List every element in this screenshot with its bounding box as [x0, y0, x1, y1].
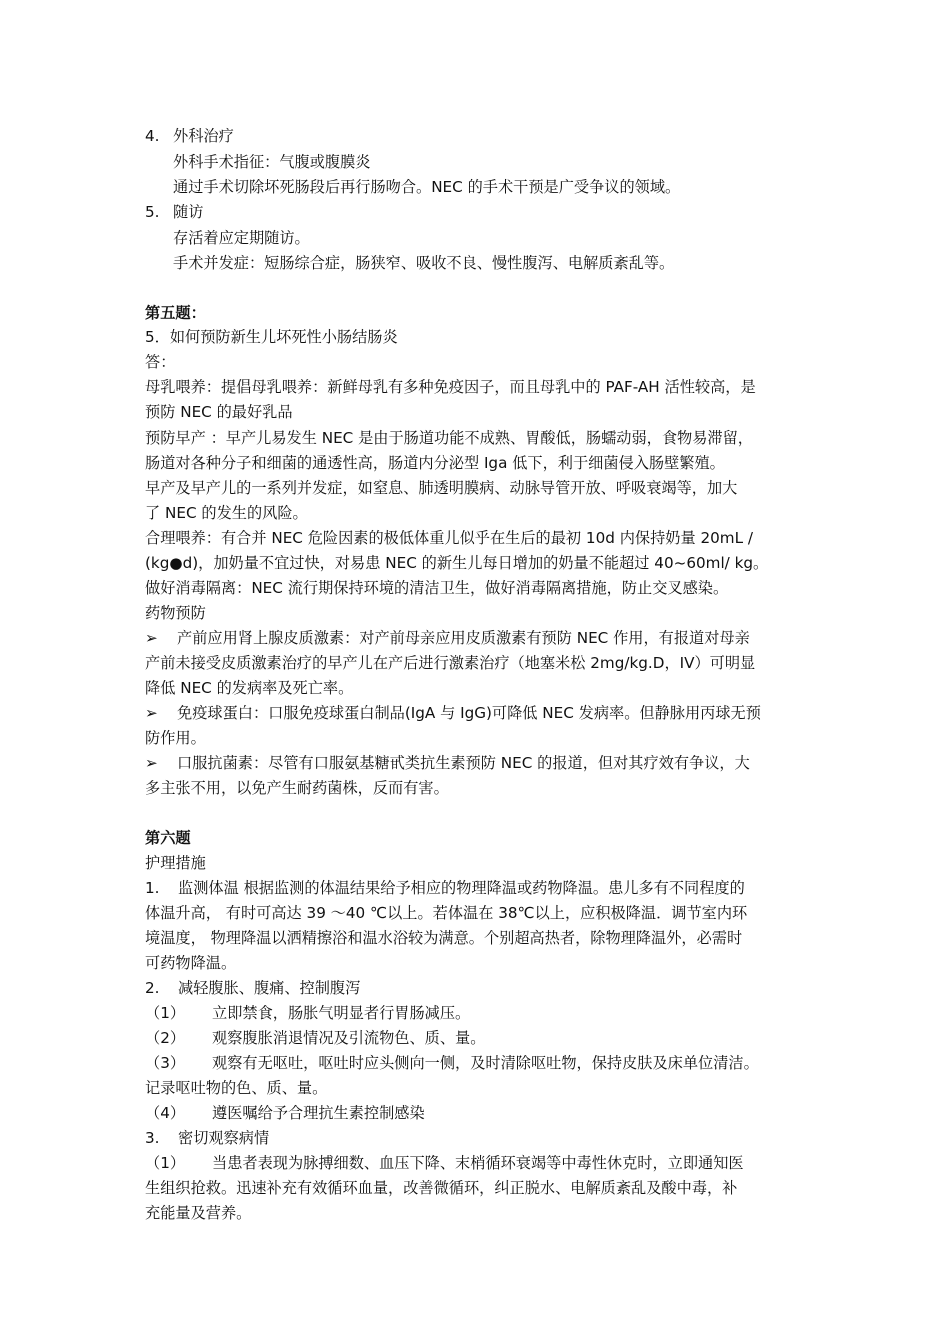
question-text: 5．如何预防新生儿坏死性小肠结肠炎: [145, 328, 398, 346]
section-title: 随访: [173, 203, 204, 221]
paragraph-line: 降低 NEC 的发病率及死亡率。: [145, 679, 354, 697]
paragraph-line: 充能量及营养。: [145, 1204, 252, 1222]
item-title: 密切观察病情: [178, 1129, 270, 1147]
paragraph-line: 手术并发症：短肠综合症，肠狭窄、吸收不良、慢性腹泻、电解质紊乱等。: [173, 254, 675, 272]
paragraph-line: 了 NEC 的发生的风险。: [145, 504, 308, 522]
question-5-heading: 第五题：: [145, 304, 206, 322]
sub-number: （4）: [145, 1104, 186, 1122]
paragraph-line: 外科手术指征：气腹或腹膜炎: [173, 153, 371, 171]
paragraph-line: 药物预防: [145, 604, 206, 622]
paragraph-line: 做好消毒隔离：NEC 流行期保持环境的清洁卫生，做好消毒隔离措施，防止交叉感染。: [145, 579, 729, 597]
sub-text: 观察有无呕吐，呕吐时应头侧向一侧，及时清除呕吐物，保持皮肤及床单位清洁。: [212, 1054, 759, 1072]
section-title: 外科治疗: [173, 127, 234, 145]
paragraph-line: 可药物降温。: [145, 954, 237, 972]
paragraph-line: 存活着应定期随访。: [173, 229, 310, 247]
paragraph-line: 合理喂养：有合并 NEC 危险因素的极低体重儿似乎在生后的最初 10d 内保持奶量 20mL /: [145, 529, 754, 547]
paragraph-line: 产前未接受皮质激素治疗的早产儿在产后进行激素治疗（地塞米松 2mg/kg.D，IV）可明显: [145, 654, 756, 672]
bullet-arrow-icon: ➢: [145, 629, 158, 647]
item-text: 监测体温 根据监测的体温结果给予相应的物理降温或药物降温。患儿多有不同程度的: [178, 879, 745, 897]
paragraph-line: 境温度， 物理降温以洒精擦浴和温水浴较为满意。个别超高热者，除物理降温外，必需时: [145, 929, 743, 947]
paragraph-line: 预防 NEC 的最好乳品: [145, 403, 293, 421]
item-title: 减轻腹胀、腹痛、控制腹泻: [178, 979, 361, 997]
bullet-arrow-icon: ➢: [145, 704, 158, 722]
paragraph-line: 预防早产 ：早产儿易发生 NEC 是由于肠道功能不成熟、胃酸低，肠蠕动弱，食物易滞留，: [145, 429, 753, 447]
paragraph-line: 记录呕吐物的色、质、量。: [145, 1079, 328, 1097]
paragraph-line: 体温升高， 有时可高达 39 ～40 ℃以上。若体温在 38℃以上，应积极降温．调节室内环: [145, 904, 748, 922]
paragraph-line: 多主张不用，以免产生耐药菌株，反而有害。: [145, 779, 449, 797]
list-number: 4.: [145, 127, 160, 145]
sub-number: （1）: [145, 1154, 186, 1172]
answer-label: 答：: [145, 353, 176, 371]
bullet-text: 免疫球蛋白：口服免疫球蛋白制品(IgA 与 IgG)可降低 NEC 发病率。但静脉用丙球无预: [177, 704, 761, 722]
bullet-arrow-icon: ➢: [145, 754, 158, 772]
question-6-heading: 第六题: [145, 829, 191, 847]
paragraph-line: (kg●d)，加奶量不宜过快，对易患 NEC 的新生儿每日增加的奶量不能超过 40~60ml/ kg。: [145, 554, 769, 572]
sub-number: （1）: [145, 1004, 186, 1022]
list-number: 2.: [145, 979, 160, 997]
paragraph-line: 肠道对各种分子和细菌的通透性高，肠道内分泌型 Iga 低下，利于细菌侵入肠壁繁殖。: [145, 454, 725, 472]
sub-number: （3）: [145, 1054, 186, 1072]
bullet-text: 口服抗菌素：尽管有口服氨基糖甙类抗生素预防 NEC 的报道，但对其疗效有争议，大: [177, 754, 750, 772]
bullet-text: 产前应用肾上腺皮质激素：对产前母亲应用皮质激素有预防 NEC 作用，有报道对母亲: [177, 629, 750, 647]
paragraph-line: 生组织抢救。迅速补充有效循环血量，改善微循环，纠正脱水、电解质紊乱及酸中毒，补: [145, 1179, 738, 1197]
paragraph-line: 母乳喂养：提倡母乳喂养：新鲜母乳有多种免疫因子，而且母乳中的 PAF-AH 活性较高，是: [145, 378, 756, 396]
sub-text: 观察腹胀消退情况及引流物色、质、量。: [212, 1029, 486, 1047]
list-number: 5.: [145, 203, 160, 221]
paragraph-line: 防作用。: [145, 729, 206, 747]
list-number: 1.: [145, 879, 160, 897]
sub-text: 遵医嘱给予合理抗生素控制感染: [212, 1104, 425, 1122]
sub-text: 当患者表现为脉搏细数、血压下降、末梢循环衰竭等中毒性休克时，立即通知医: [212, 1154, 744, 1172]
list-number: 3.: [145, 1129, 160, 1147]
sub-number: （2）: [145, 1029, 186, 1047]
paragraph-line: 通过手术切除坏死肠段后再行肠吻合。NEC 的手术干预是广受争议的领域。: [173, 178, 681, 196]
paragraph-line: 早产及早产儿的一系列并发症，如窒息、肺透明膜病、动脉导管开放、呼吸衰竭等，加大: [145, 479, 738, 497]
subheading: 护理措施: [145, 854, 206, 872]
sub-text: 立即禁食，肠胀气明显者行胃肠减压。: [212, 1004, 471, 1022]
